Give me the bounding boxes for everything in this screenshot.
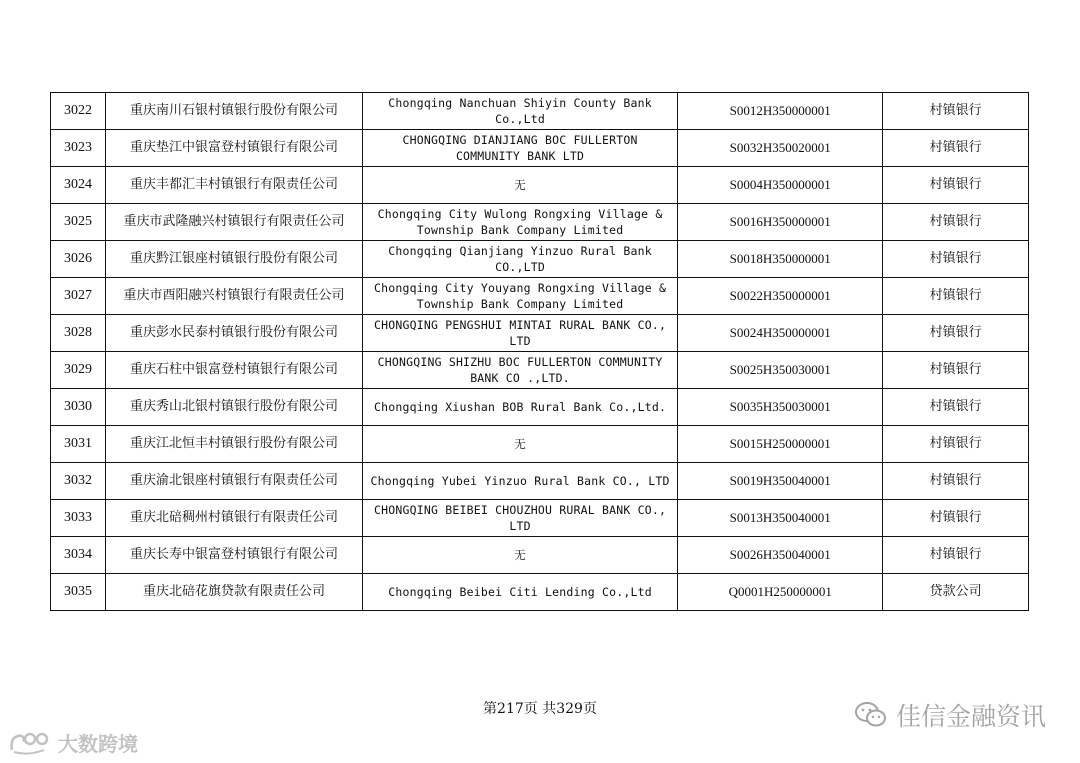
cell-english-name: Chongqing Qianjiang Yinzuo Rural Bank CO.,LTD xyxy=(362,241,677,278)
cell-institution-code: S0032H350020001 xyxy=(678,130,883,167)
cell-chinese-name: 重庆石柱中银富登村镇银行有限公司 xyxy=(106,352,363,389)
cell-english-name: Chongqing City Youyang Rongxing Village & Township Bank Company Limited xyxy=(362,278,677,315)
cell-chinese-name: 重庆南川石银村镇银行股份有限公司 xyxy=(106,93,363,130)
watermark-left-text: 大数跨境 xyxy=(58,732,138,756)
watermark-dashu xyxy=(8,728,138,757)
cell-chinese-name: 重庆市酉阳融兴村镇银行有限责任公司 xyxy=(106,278,363,315)
cell-chinese-name: 重庆黔江银座村镇银行股份有限公司 xyxy=(106,241,363,278)
cell-institution-type: 村镇银行 xyxy=(883,389,1029,426)
cell-institution-type: 村镇银行 xyxy=(883,463,1029,500)
table-row xyxy=(51,574,1029,611)
table-row xyxy=(51,352,1029,389)
cell-serial-number: 3022 xyxy=(51,93,106,130)
cell-chinese-name: 重庆江北恒丰村镇银行股份有限公司 xyxy=(106,426,363,463)
table-row xyxy=(51,315,1029,352)
table-row xyxy=(51,537,1029,574)
cell-chinese-name: 重庆彭水民泰村镇银行股份有限公司 xyxy=(106,315,363,352)
cell-serial-number: 3030 xyxy=(51,389,106,426)
cell-serial-number: 3023 xyxy=(51,130,106,167)
cell-chinese-name: 重庆秀山北银村镇银行股份有限公司 xyxy=(106,389,363,426)
cell-institution-code: S0025H350030001 xyxy=(678,352,883,389)
cell-institution-type: 村镇银行 xyxy=(883,278,1029,315)
dashu-logo-icon xyxy=(8,730,52,756)
cell-english-name: 无 xyxy=(362,167,677,204)
cell-english-name: Chongqing Nanchuan Shiyin County Bank Co.,Ltd xyxy=(362,93,677,130)
cell-institution-type: 村镇银行 xyxy=(883,241,1029,278)
cell-english-name: CHONGQING BEIBEI CHOUZHOU RURAL BANK CO., LTD xyxy=(362,500,677,537)
cell-institution-code: S0024H350000001 xyxy=(678,315,883,352)
cell-institution-code: S0022H350000001 xyxy=(678,278,883,315)
cell-serial-number: 3026 xyxy=(51,241,106,278)
cell-serial-number: 3032 xyxy=(51,463,106,500)
cell-chinese-name: 重庆北碚花旗贷款有限责任公司 xyxy=(106,574,363,611)
cell-institution-code: S0013H350040001 xyxy=(678,500,883,537)
cell-institution-code: S0026H350040001 xyxy=(678,537,883,574)
cell-serial-number: 3027 xyxy=(51,278,106,315)
table-row xyxy=(51,204,1029,241)
table-row xyxy=(51,426,1029,463)
cell-institution-type: 村镇银行 xyxy=(883,204,1029,241)
table-body xyxy=(51,93,1029,611)
cell-institution-code: S0018H350000001 xyxy=(678,241,883,278)
cell-serial-number: 3028 xyxy=(51,315,106,352)
watermark-jiaxin xyxy=(854,697,1046,733)
cell-institution-code: S0016H350000001 xyxy=(678,204,883,241)
cell-english-name: CHONGQING DIANJIANG BOC FULLERTON COMMUNITY BANK LTD xyxy=(362,130,677,167)
table-row xyxy=(51,93,1029,130)
cell-english-name: CHONGQING SHIZHU BOC FULLERTON COMMUNITY BANK CO .,LTD. xyxy=(362,352,677,389)
cell-institution-type: 村镇银行 xyxy=(883,537,1029,574)
cell-institution-code: Q0001H250000001 xyxy=(678,574,883,611)
cell-institution-type: 村镇银行 xyxy=(883,315,1029,352)
table-row xyxy=(51,130,1029,167)
cell-institution-code: S0019H350040001 xyxy=(678,463,883,500)
cell-english-name: Chongqing Beibei Citi Lending Co.,Ltd xyxy=(362,574,677,611)
cell-serial-number: 3029 xyxy=(51,352,106,389)
cell-chinese-name: 重庆北碚稠州村镇银行有限责任公司 xyxy=(106,500,363,537)
wechat-icon xyxy=(854,701,888,729)
cell-serial-number: 3035 xyxy=(51,574,106,611)
cell-english-name: 无 xyxy=(362,426,677,463)
table-row xyxy=(51,389,1029,426)
table-row xyxy=(51,241,1029,278)
cell-english-name: Chongqing Yubei Yinzuo Rural Bank CO., LTD xyxy=(362,463,677,500)
institution-table xyxy=(50,92,1029,611)
cell-institution-type: 村镇银行 xyxy=(883,130,1029,167)
cell-chinese-name: 重庆垫江中银富登村镇银行有限公司 xyxy=(106,130,363,167)
cell-institution-code: S0035H350030001 xyxy=(678,389,883,426)
cell-chinese-name: 重庆丰都汇丰村镇银行有限责任公司 xyxy=(106,167,363,204)
cell-english-name: CHONGQING PENGSHUI MINTAI RURAL BANK CO., LTD xyxy=(362,315,677,352)
watermark-right-text: 佳信金融资讯 xyxy=(895,702,1046,731)
cell-institution-code: S0004H350000001 xyxy=(678,167,883,204)
page-number: 第217页 共329页 xyxy=(483,701,597,717)
cell-serial-number: 3034 xyxy=(51,537,106,574)
cell-chinese-name: 重庆市武隆融兴村镇银行有限责任公司 xyxy=(106,204,363,241)
table-row xyxy=(51,278,1029,315)
cell-institution-code: S0012H350000001 xyxy=(678,93,883,130)
cell-institution-type: 贷款公司 xyxy=(883,574,1029,611)
cell-english-name: 无 xyxy=(362,537,677,574)
cell-institution-type: 村镇银行 xyxy=(883,93,1029,130)
cell-serial-number: 3024 xyxy=(51,167,106,204)
table-row xyxy=(51,500,1029,537)
cell-institution-type: 村镇银行 xyxy=(883,167,1029,204)
cell-serial-number: 3031 xyxy=(51,426,106,463)
cell-institution-type: 村镇银行 xyxy=(883,426,1029,463)
cell-serial-number: 3025 xyxy=(51,204,106,241)
cell-chinese-name: 重庆长寿中银富登村镇银行有限公司 xyxy=(106,537,363,574)
cell-english-name: Chongqing City Wulong Rongxing Village & Township Bank Company Limited xyxy=(362,204,677,241)
cell-chinese-name: 重庆渝北银座村镇银行有限责任公司 xyxy=(106,463,363,500)
cell-institution-type: 村镇银行 xyxy=(883,352,1029,389)
cell-serial-number: 3033 xyxy=(51,500,106,537)
cell-english-name: Chongqing Xiushan BOB Rural Bank Co.,Ltd. xyxy=(362,389,677,426)
table-row xyxy=(51,167,1029,204)
cell-institution-type: 村镇银行 xyxy=(883,500,1029,537)
table-row xyxy=(51,463,1029,500)
cell-institution-code: S0015H250000001 xyxy=(678,426,883,463)
